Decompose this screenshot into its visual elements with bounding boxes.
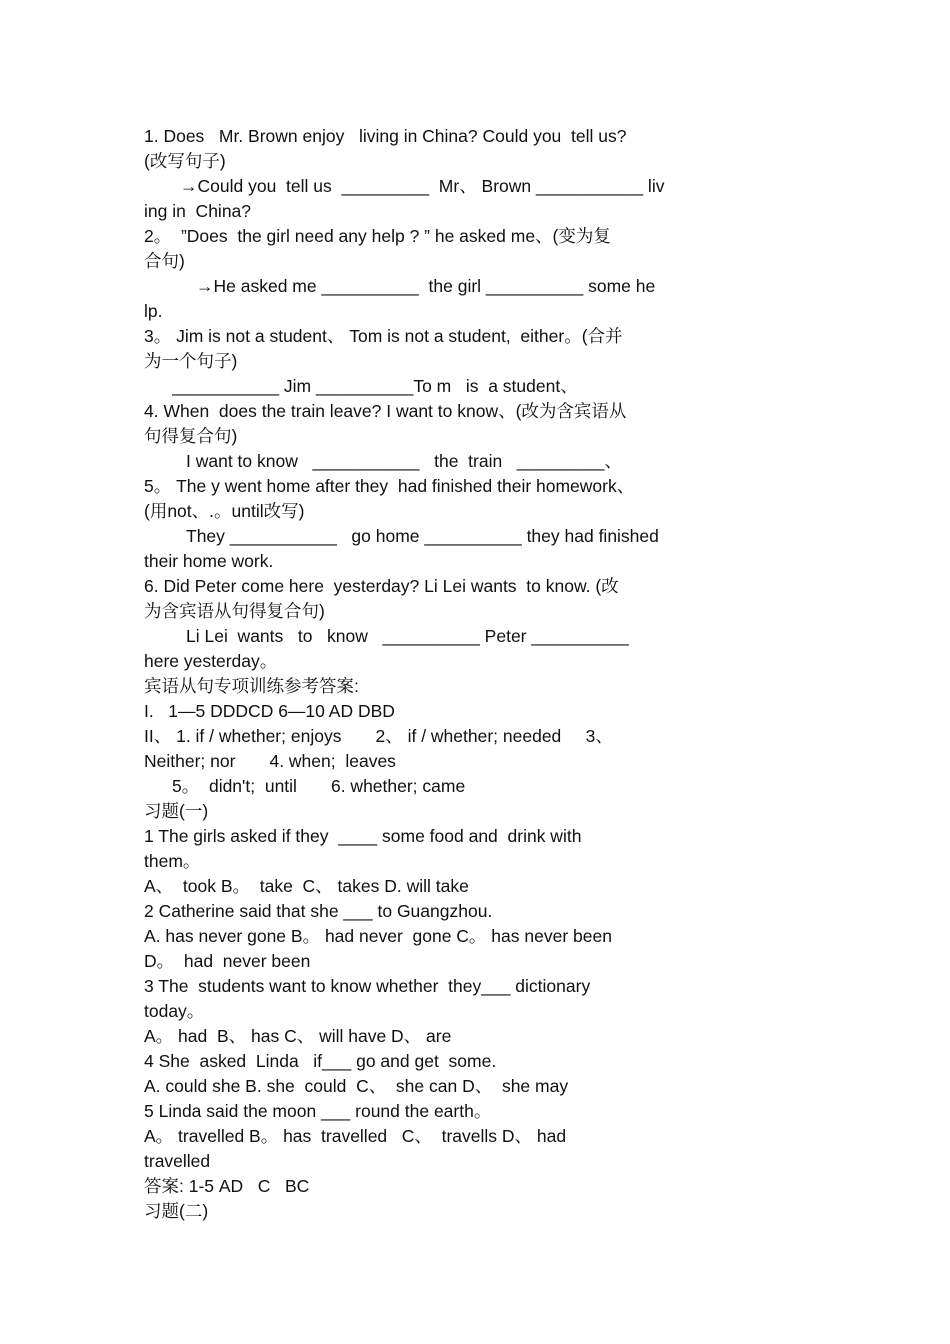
exercise1-title: 习题(一) (144, 801, 209, 821)
ex1-q5: 5 Linda said the moon ___ round the earth。 (144, 1101, 492, 1121)
q6-instruction: 为含宾语从句得复合句) (144, 601, 325, 621)
ex1-q5-options-cont: travelled (144, 1151, 211, 1171)
q6-line: 6. Did Peter come here yesterday? Li Lei wants to know. (改 (144, 576, 619, 596)
answer-key-part2: II、 1. if / whether; enjoys 2、 if / whether; needed 3、 (144, 726, 613, 746)
ex1-q3-cont: today。 (144, 1001, 205, 1021)
answer-key-part2-cont2: 5。 didn't; until 6. whether; came (172, 776, 466, 796)
q3-answer-line: ___________ Jim __________To m is a student、 (172, 376, 578, 396)
ex1-q5-options: A。 travelled B。 has travelled C、 travells D、 had (144, 1126, 567, 1146)
q1-answer-line: →Could you tell us _________ Mr、 Brown ___________ liv (180, 176, 665, 196)
ex1-q4-options: A. could she B. she could C、 she can D、 she may (144, 1076, 569, 1096)
q6-answer-cont: here yesterday。 (144, 651, 278, 671)
ex1-q2: 2 Catherine said that she ___ to Guangzhou. (144, 901, 493, 921)
answer-key-title: 宾语从句专项训练参考答案: (144, 676, 359, 696)
q5-answer-cont: their home work. (144, 551, 274, 571)
ex1-q4: 4 She asked Linda if___ go and get some. (144, 1051, 497, 1071)
ex1-answers: 答案: 1-5 AD C BC (144, 1176, 310, 1196)
q5-answer-line: They ___________ go home __________ they had finished (186, 526, 659, 546)
q2-answer-cont: lp. (144, 301, 163, 321)
ex1-q3-options: A。 had B、 has C、 will have D、 are (144, 1026, 452, 1046)
ex1-q1-cont: them。 (144, 851, 201, 871)
ex1-q1: 1 The girls asked if they ____ some food and drink with (144, 826, 582, 846)
q2-line: 2。 ”Does the girl need any help ? ” he asked me、(变为复 (144, 226, 611, 246)
exercise2-title: 习题(二) (144, 1201, 209, 1221)
q5-instruction: (用not、.。until改写) (144, 501, 305, 521)
q2-instruction: 合句) (144, 251, 185, 271)
ex1-q2-options: A. has never gone B。 had never gone C。 has never been (144, 926, 612, 946)
answer-key-part2-cont: Neither; nor 4. when; leaves (144, 751, 396, 771)
q3-instruction: 为一个句子) (144, 351, 238, 371)
q1-line: 1. Does Mr. Brown enjoy living in China? Could you tell us? (144, 126, 627, 146)
q3-line: 3。 Jim is not a student、 Tom is not a student, either。(合并 (144, 326, 623, 346)
q4-answer-line: I want to know ___________ the train _________、 (186, 451, 622, 471)
answer-key-part1: I. 1—5 DDDCD 6—10 AD DBD (144, 701, 395, 721)
q2-answer-line: →He asked me __________ the girl __________ some he (196, 276, 656, 296)
q6-answer-line: Li Lei wants to know __________ Peter __________ (186, 626, 629, 646)
q1-answer-cont: ing in China? (144, 201, 252, 221)
q1-instruction: (改写句子) (144, 151, 226, 171)
q5-line: 5。 The y went home after they had finished their homework、 (144, 476, 635, 496)
q4-instruction: 句得复合句) (144, 426, 238, 446)
ex1-q3: 3 The students want to know whether they___ dictionary (144, 976, 591, 996)
q4-line: 4. When does the train leave? I want to know、(改为含宾语从 (144, 401, 627, 421)
ex1-q1-options: A、 took B。 take C、 takes D. will take (144, 876, 469, 896)
ex1-q2-options-cont: D。 had never been (144, 951, 311, 971)
